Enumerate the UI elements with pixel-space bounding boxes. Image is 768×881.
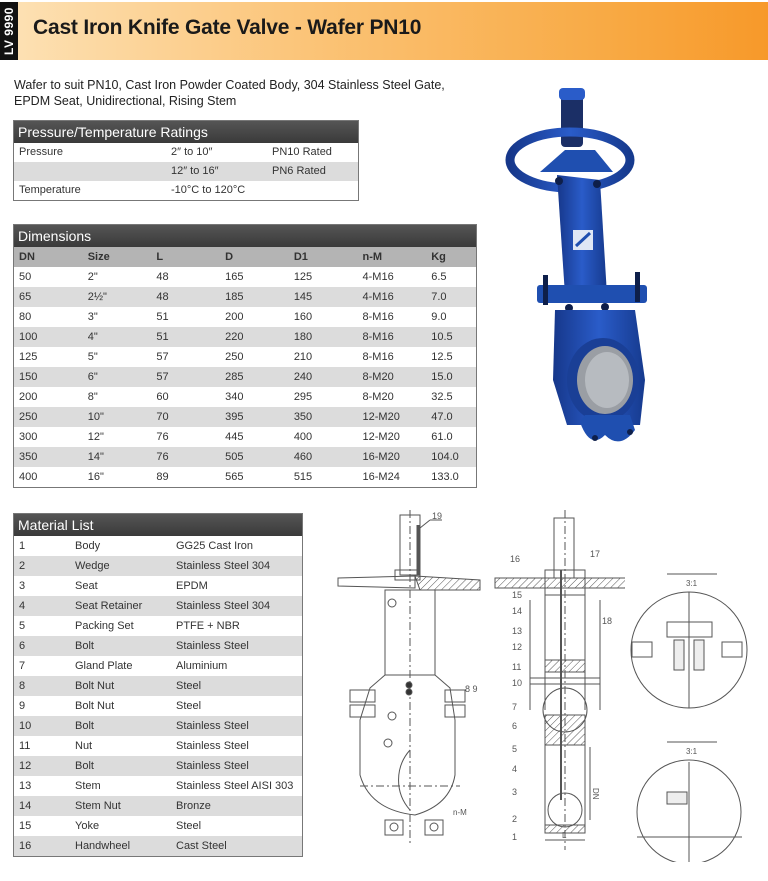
label-14: 14 [512, 606, 523, 616]
material-row [14, 696, 302, 716]
material-cell: Bolt [75, 760, 94, 772]
dimensions-cell: 460 [293, 451, 313, 463]
ratings-cell [267, 181, 357, 200]
dimensions-cell: 65 [19, 291, 32, 303]
material-cell: 5 [19, 620, 26, 632]
dimensions-cell: 14" [87, 451, 104, 463]
material-row [14, 656, 302, 676]
dimensions-cell: 445 [225, 431, 244, 443]
material-cell: 7 [19, 660, 26, 672]
dimensions-cell: 8-M16 [362, 351, 394, 363]
dimensions-cell: 50 [19, 271, 32, 283]
dimensions-cell: 4-M16 [362, 291, 394, 303]
material-cell: Body [75, 540, 101, 552]
dimensions-cell: 185 [225, 291, 244, 303]
material-row [14, 676, 302, 696]
dimensions-cell: 47.0 [431, 411, 453, 423]
dimensions-row [14, 307, 476, 327]
dimensions-cell: 180 [293, 331, 313, 343]
ratings-row [14, 162, 358, 181]
material-cell: 1 [19, 540, 26, 552]
label-10: 10 [512, 678, 523, 688]
material-cell: Stainless Steel 304 [176, 560, 271, 572]
dimensions-cell: 48 [156, 291, 169, 303]
dimensions-cell: 2" [87, 271, 98, 283]
material-cell: Seat Retainer [75, 600, 143, 612]
dimensions-row [14, 447, 476, 467]
dimensions-row [14, 347, 476, 367]
material-row [14, 716, 302, 736]
material-cell: 2 [19, 560, 26, 572]
dimensions-cell: 48 [156, 271, 169, 283]
material-cell: Bolt Nut [75, 680, 115, 692]
dimensions-column-header: D1 [293, 251, 308, 263]
dimensions-cell: 16-M24 [362, 471, 400, 483]
label-12: 12 [512, 642, 523, 652]
dimensions-column-headers [14, 247, 476, 267]
material-cell: Aluminium [176, 660, 228, 672]
material-row [14, 816, 302, 836]
dimensions-cell: 350 [293, 411, 313, 423]
material-cell: PTFE + NBR [176, 620, 240, 632]
dimensions-cell: 10" [87, 411, 104, 423]
dimensions-cell: 8-M20 [362, 371, 394, 383]
dimensions-column-header: D [225, 251, 234, 263]
side-section-drawing [490, 510, 625, 850]
material-cell: 6 [19, 640, 26, 652]
material-cell: Bolt [75, 720, 94, 732]
material-row [14, 776, 302, 796]
ratings-row [14, 143, 358, 162]
dimensions-cell: 7.0 [431, 291, 447, 303]
dimensions-cell: 61.0 [431, 431, 453, 443]
label-15: 15 [512, 590, 523, 600]
material-cell: 9 [19, 700, 26, 712]
dimensions-cell: 10.5 [431, 331, 453, 343]
dimensions-cell: 4-M16 [362, 271, 394, 283]
material-cell: Stainless Steel [176, 720, 249, 732]
product-description: Wafer to suit PN10, Cast Iron Powder Coated Body, 304 Stainless Steel Gate, EPDM Seat, Unidirectional, Rising Stem [14, 78, 445, 108]
material-row [14, 736, 302, 756]
dimensions-cell: 150 [19, 371, 38, 383]
material-cell: Steel [176, 820, 202, 832]
material-row [14, 556, 302, 576]
material-row [14, 636, 302, 656]
dimensions-cell: 12-M20 [362, 431, 400, 443]
dimensions-cell: 395 [225, 411, 244, 423]
label-13: 13 [512, 626, 523, 636]
dimensions-row [14, 327, 476, 347]
page-title: Cast Iron Knife Gate Valve - Wafer PN10 [33, 16, 422, 39]
dimensions-cell: 340 [225, 391, 244, 403]
dimensions-cell: 12" [87, 431, 104, 443]
dimensions-cell: 15.0 [431, 371, 453, 383]
dimensions-cell: 133.0 [431, 471, 459, 483]
front-section-drawing [330, 510, 495, 845]
dimensions-cell: 125 [293, 271, 313, 283]
dimensions-cell: 4" [87, 331, 98, 343]
material-cell: 13 [19, 780, 32, 792]
dimensions-cell: 210 [293, 351, 313, 363]
label-18: 18 [602, 616, 613, 626]
ratings-cell: PN10 Rated [272, 146, 332, 158]
dimensions-cell: 200 [19, 391, 38, 403]
dimensions-row [14, 427, 476, 447]
material-list-table [13, 513, 303, 857]
label-7: 7 [512, 702, 518, 712]
dimensions-cell: 8" [87, 391, 98, 403]
dimensions-cell: 400 [19, 471, 38, 483]
dimensions-row [14, 267, 476, 287]
dimensions-cell: 250 [19, 411, 38, 423]
material-row [14, 536, 302, 556]
dimensions-cell: 76 [156, 451, 169, 463]
dimensions-row [14, 407, 476, 427]
material-cell: Nut [75, 740, 93, 752]
dimensions-cell: 60 [156, 391, 169, 403]
dimensions-cell: 565 [225, 471, 244, 483]
dimensions-column-header: Size [87, 251, 110, 263]
dimensions-cell: 6" [87, 371, 98, 383]
dimensions-cell: 104.0 [431, 451, 459, 463]
detail-scale-top: 3:1 [686, 579, 698, 588]
dimensions-cell: 6.5 [431, 271, 447, 283]
dimensions-row [14, 287, 476, 307]
dimensions-row [14, 367, 476, 387]
material-cell: 10 [19, 720, 32, 732]
dimensions-row [14, 467, 476, 487]
material-cell: Bolt [75, 640, 94, 652]
material-cell: Gland Plate [75, 660, 133, 672]
dimensions-cell: 8-M16 [362, 311, 394, 323]
dimensions-column-header: n-M [362, 251, 383, 263]
material-row [14, 616, 302, 636]
material-cell: 11 [19, 740, 31, 752]
material-cell: Stem [75, 780, 101, 792]
dimensions-cell: 165 [225, 271, 244, 283]
dimensions-row [14, 387, 476, 407]
material-row [14, 796, 302, 816]
material-cell: 14 [19, 800, 32, 812]
ratings-cell: PN6 Rated [272, 165, 326, 177]
product-code-tag: LV 9990 [0, 2, 18, 60]
material-cell: Bolt Nut [75, 700, 115, 712]
material-cell: Packing Set [75, 620, 134, 632]
material-cell: 4 [19, 600, 26, 612]
dimensions-table-title: Dimensions [14, 225, 476, 247]
dimensions-cell: 285 [225, 371, 244, 383]
material-row [14, 576, 302, 596]
ratings-cell: 2″ to 10″ [171, 146, 213, 158]
dimensions-cell: 295 [293, 391, 313, 403]
ratings-row [14, 181, 358, 200]
dimensions-cell: 125 [19, 351, 38, 363]
dimensions-cell: 57 [156, 371, 169, 383]
dimensions-column-header: L [156, 251, 164, 263]
material-cell: Bronze [176, 800, 211, 812]
material-cell: Cast Steel [176, 840, 227, 852]
material-cell: Stem Nut [75, 800, 121, 812]
dimensions-cell: 220 [225, 331, 244, 343]
detail-section-drawings [622, 562, 768, 862]
material-cell: Steel [176, 700, 202, 712]
material-cell: Stainless Steel [176, 640, 249, 652]
detail-scale-bottom: 3:1 [686, 747, 698, 756]
dimensions-cell: 145 [293, 291, 313, 303]
label-6: 6 [512, 721, 518, 731]
material-cell: Stainless Steel [176, 760, 249, 772]
dimensions-column-header: DN [19, 251, 35, 263]
material-cell: Stainless Steel 304 [176, 600, 271, 612]
label-5: 5 [512, 744, 518, 754]
dimensions-cell: 300 [19, 431, 38, 443]
dimensions-cell: 240 [293, 371, 313, 383]
ratings-table [13, 120, 359, 201]
material-cell: 3 [19, 580, 26, 592]
dimensions-cell: 12-M20 [362, 411, 400, 423]
dimensions-cell: 505 [225, 451, 244, 463]
material-cell: Handwheel [75, 840, 131, 852]
dimensions-cell: 9.0 [431, 311, 447, 323]
material-row [14, 756, 302, 776]
material-cell: 16 [19, 840, 32, 852]
dimensions-cell: 5" [87, 351, 98, 363]
material-row [14, 596, 302, 616]
dimensions-cell: 350 [19, 451, 38, 463]
label-19: 19 [432, 511, 443, 521]
dimensions-table [13, 224, 477, 488]
material-cell: EPDM [176, 580, 208, 592]
label-3: 3 [512, 787, 518, 797]
dimensions-cell: 16" [87, 471, 104, 483]
ratings-table-title: Pressure/Temperature Ratings [14, 121, 358, 143]
material-cell: 15 [19, 820, 32, 832]
material-cell: 12 [19, 760, 32, 772]
ratings-cell: Temperature [19, 184, 81, 196]
dimensions-cell: 51 [156, 311, 169, 323]
material-cell: Stainless Steel [176, 740, 249, 752]
dimensions-cell: 16-M20 [362, 451, 400, 463]
dimensions-cell: 515 [293, 471, 313, 483]
label-17: 17 [590, 549, 601, 559]
material-list-title: Material List [14, 514, 302, 536]
dimensions-cell: 8-M16 [362, 331, 394, 343]
material-cell: Wedge [75, 560, 110, 572]
label-l: L [562, 831, 567, 840]
material-cell: Seat [75, 580, 98, 592]
label-1: 1 [512, 832, 518, 842]
valve-product-photo [495, 80, 685, 460]
material-cell: Stainless Steel AISI 303 [176, 780, 294, 792]
label-16: 16 [510, 554, 521, 564]
label-4: 4 [512, 764, 518, 774]
dimensions-cell: 2½" [87, 291, 107, 303]
material-cell: Yoke [75, 820, 100, 832]
dimensions-cell: 400 [293, 431, 313, 443]
dimensions-cell: 32.5 [431, 391, 453, 403]
label-dn: DN [591, 788, 600, 800]
ratings-cell: Pressure [19, 146, 64, 158]
dimensions-cell: 8-M20 [362, 391, 394, 403]
dimensions-cell: 100 [19, 331, 38, 343]
ratings-cell: -10°C to 120°C [171, 184, 246, 196]
label-8-9: 8 9 [465, 684, 478, 694]
dimensions-cell: 12.5 [431, 351, 453, 363]
dimensions-cell: 80 [19, 311, 32, 323]
dimensions-cell: 160 [293, 311, 313, 323]
ratings-cell: 12″ to 16″ [171, 165, 219, 177]
label-11: 11 [512, 662, 522, 672]
material-cell: GG25 Cast Iron [176, 540, 254, 552]
material-row [14, 836, 302, 856]
material-cell: Steel [176, 680, 202, 692]
material-cell: 8 [19, 680, 26, 692]
dimensions-cell: 250 [225, 351, 244, 363]
dimensions-cell: 70 [156, 411, 169, 423]
dimensions-cell: 200 [225, 311, 244, 323]
dimensions-column-header: Kg [431, 251, 446, 263]
dimensions-cell: 89 [156, 471, 169, 483]
ratings-cell [14, 162, 166, 181]
label-n-m: n-M [453, 808, 467, 817]
dimensions-cell: 51 [156, 331, 169, 343]
dimensions-cell: 57 [156, 351, 169, 363]
dimensions-cell: 76 [156, 431, 169, 443]
dimensions-cell: 3" [87, 311, 98, 323]
label-2: 2 [512, 814, 518, 824]
